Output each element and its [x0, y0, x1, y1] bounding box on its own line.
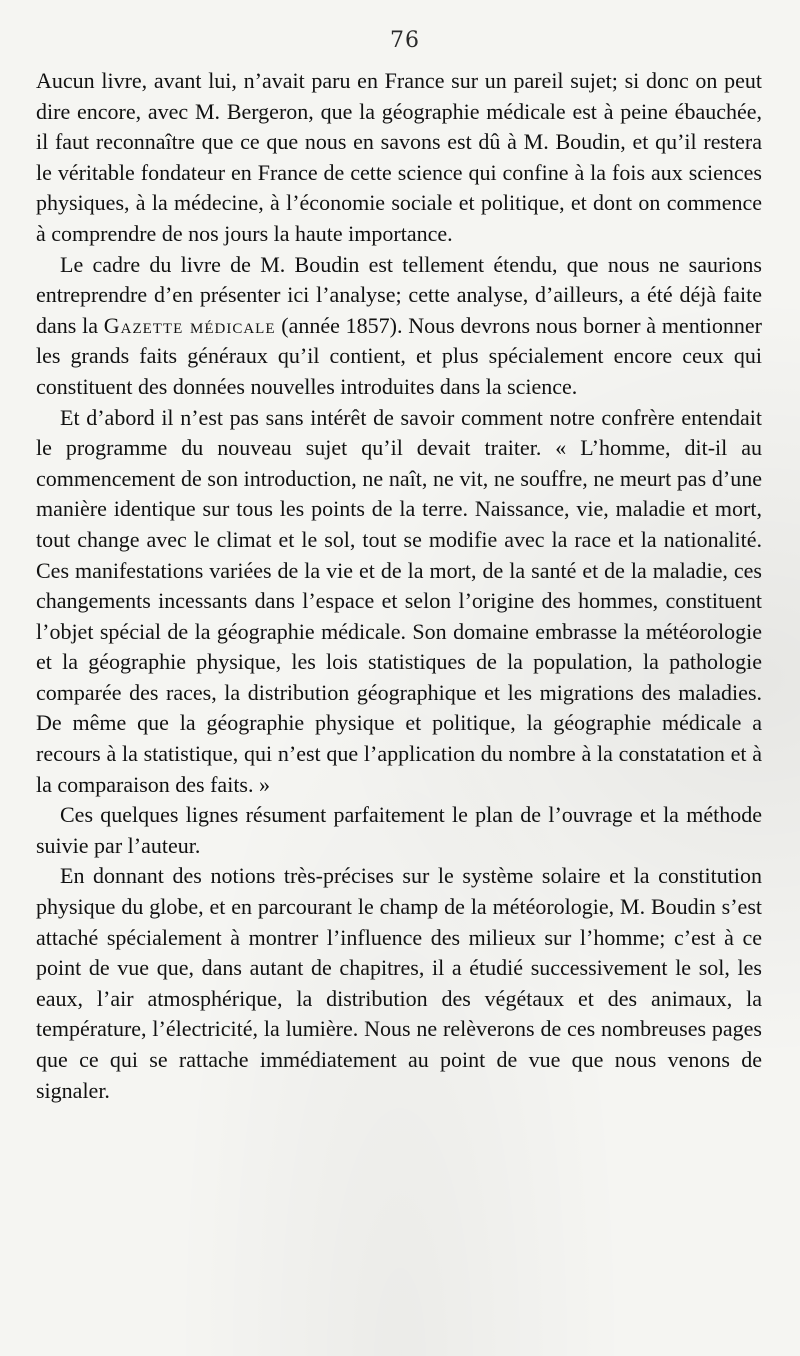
paragraph-5: En donnant des notions très-précises sur le système solaire et la constitution physique du globe, et en parcourant le champ de la météorologie, M. Boudin s’est attaché spécialement à montrer l’influence des milieux sur l’homme; c’est à ce point de vue que, dans autant de chapitres, il a étudié successivement le sol, les eaux, l’air atmosphérique, la distribution des végétaux et des animaux, la température, l’électricité, la lumière. Nous ne relèverons de ces nombreuses pages que ce qui se rattache immédiatement au point de vue que nous venons de signaler.: [36, 863, 762, 1103]
body-text: [36, 66, 762, 1106]
paragraph-3: Et d’abord il n’est pas sans intérêt de savoir comment notre confrère entendait le programme du nouveau sujet qu’il devait traiter. « L’homme, dit-il au commencement de son introduction, ne naît, ne vit, ne souffre, ne meurt pas d’une manière identique sur tous les points de la terre. Naissance, vie, maladie et mort, tout change avec le climat et le sol, tout se modifie avec la race et la nationalité. Ces manifestations variées de la vie et de la mort, de la santé et de la maladie, ces changements incessants dans l’espace et selon l’origine des hommes, constituent l’objet spécial de la géographie médicale. Son domaine embrasse la météorologie et la géographie physique, les lois statistiques de la population, la pathologie comparée des races, la distribution géographique et les migrations des maladies. De même que la géographie physique et politique, la géographie médicale a recours à la statistique, qui n’est que l’application du nombre à la constatation et à la comparaison des faits. »: [36, 404, 762, 797]
paragraph-4: Ces quelques lignes résument parfaitement le plan de l’ouvrage et la méthode suivie par l’auteur.: [36, 802, 762, 858]
page-number: 76: [390, 28, 420, 53]
journal-title: Gazette médicale: [103, 312, 276, 338]
paragraph-2-text-after: (année 1857). Nous devrons nous borner à mentionner les grands faits généraux qu’il contient, et plus spécialement encore ceux qui constituent des données nouvelles introduites dans la science.: [36, 312, 763, 399]
paragraph-2-text-before: Le cadre du livre de M. Boudin est tellement étendu, que nous ne saurions entreprendre d’en présenter ici l’analyse; cette analyse, d’ailleurs, a été déjà faite dans la: [36, 251, 762, 338]
paragraph-1: Aucun livre, avant lui, n’avait paru en France sur un pareil sujet; si donc on peut dire encore, avec M. Bergeron, que la géographie médicale est à peine ébauchée, il faut reconnaître que ce que nous en savons est dû à M. Boudin, et qu’il restera le véritable fondateur en France de cette science qui confine à la fois aux sciences physiques, à la médecine, à l’économie sociale et politique, et dont on commence à comprendre de nos jours la haute importance.: [36, 68, 762, 246]
paragraph-2: [36, 250, 762, 403]
